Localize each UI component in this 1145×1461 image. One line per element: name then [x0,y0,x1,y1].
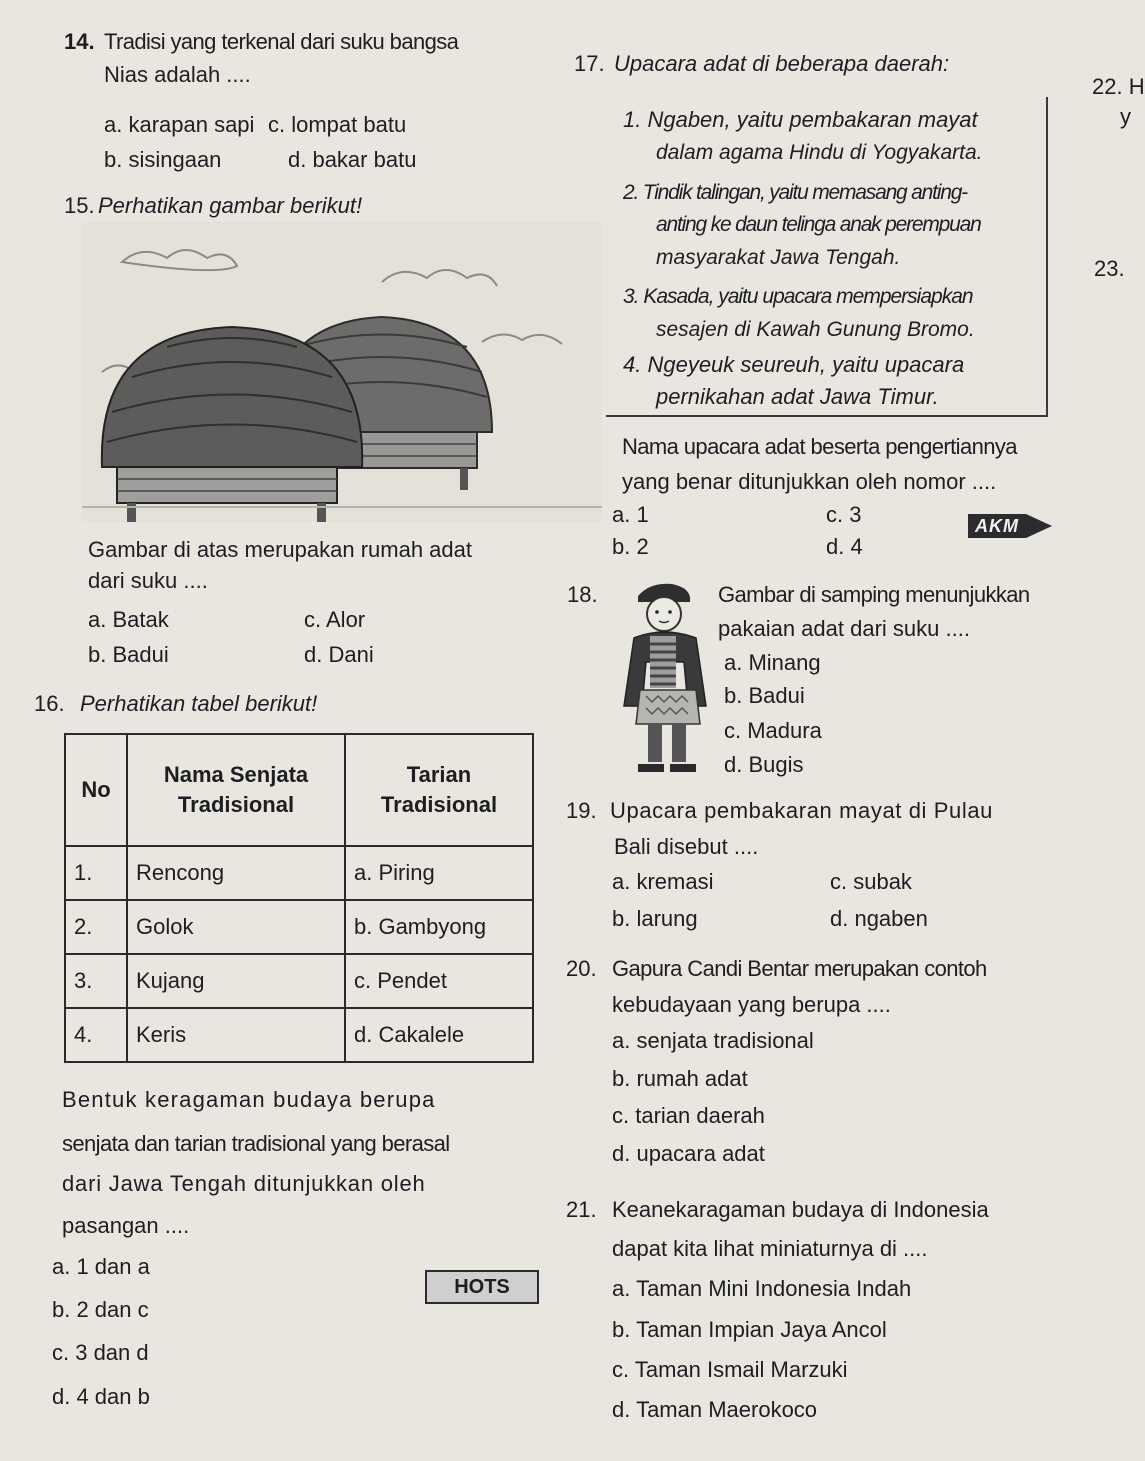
table-cell-dance: b. Gambyong [345,900,533,954]
q16-option-a: a. 1 dan a [52,1254,150,1279]
table-header-no: No [65,734,127,846]
q15-option-b: b. Badui [88,642,169,667]
q20-stem-line2: kebudayaan yang berupa .... [612,992,891,1017]
hots-badge: HOTS [425,1270,539,1304]
table-cell-no: 3. [65,954,127,1008]
q14-stem-line1: Tradisi yang terkenal dari suku bangsa [104,29,459,54]
q20-option-d: d. upacara adat [612,1141,765,1166]
table-cell-no: 1. [65,846,127,900]
q17-option-d: d. 4 [826,534,863,559]
table-cell-weapon: Kujang [127,954,345,1008]
q19-option-d: d. ngaben [830,906,928,931]
table-cell-weapon: Rencong [127,846,345,900]
q18-option-d: d. Bugis [724,752,804,777]
table-cell-no: 4. [65,1008,127,1062]
q17-item-1-line2: dalam agama Hindu di Yogyakarta. [656,141,983,164]
q18-option-a: a. Minang [724,650,821,675]
q17-item-2-line3: masyarakat Jawa Tengah. [656,246,901,269]
table-row [65,846,533,900]
q14-option-c: c. lompat batu [268,112,407,137]
q20-option-c: c. tarian daerah [612,1103,765,1128]
q19-option-a: a. kremasi [612,869,714,894]
traditional-costume-illustration [620,578,720,778]
table-header-row [65,734,533,846]
table-cell-dance: d. Cakalele [345,1008,533,1062]
table-row [65,900,533,954]
q19-option-b: b. larung [612,906,698,931]
q17-item-1-line1: 1. Ngaben, yaitu pembakaran mayat [623,107,978,132]
q17-option-b: b. 2 [612,534,649,559]
q21-option-a: a. Taman Mini Indonesia Indah [612,1276,912,1301]
q20-option-a: a. senjata tradisional [612,1028,814,1053]
q17-title: Upacara adat di beberapa daerah: [614,51,950,76]
q16-stem-line2: senjata dan tarian tradisional yang berasal [62,1131,450,1156]
q16-stem-line3: dari Jawa Tengah ditunjukkan oleh [62,1171,426,1196]
table-header-dance: Tarian Tradisional [345,734,533,846]
q16-number: 16. [34,691,65,716]
q23-number-fragment: 23. [1094,256,1125,281]
table-cell-dance: c. Pendet [345,954,533,1008]
table-row [65,1008,533,1062]
q19-number: 19. [566,798,597,823]
q19-stem-line1: Upacara pembakaran mayat di Pulau [610,798,994,823]
q18-option-b: b. Badui [724,683,805,708]
q16-option-d: d. 4 dan b [52,1384,150,1409]
q14-option-a: a. karapan sapi [104,112,255,137]
q21-stem-line1: Keanekaragaman budaya di Indonesia [612,1197,989,1222]
table-cell-dance: a. Piring [345,846,533,900]
q17-number: 17. [574,51,605,76]
q20-stem-line1: Gapura Candi Bentar merupakan contoh [612,956,987,981]
margin-text-fragment: y [1120,104,1131,129]
q16-stem-line4: pasangan .... [62,1213,190,1238]
q21-stem-line2: dapat kita lihat miniaturnya di .... [612,1236,928,1261]
weapon-dance-table [64,733,534,1063]
akm-badge: AKM [968,514,1026,538]
q21-number: 21. [566,1197,597,1222]
table-cell-weapon: Keris [127,1008,345,1062]
q15-option-d: d. Dani [304,642,374,667]
table-header-weapon: Nama Senjata Tradisional [127,734,345,846]
q21-option-b: b. Taman Impian Jaya Ancol [612,1317,887,1342]
q20-number: 20. [566,956,597,981]
q20-option-b: b. rumah adat [612,1066,748,1091]
q17-option-a: a. 1 [612,502,649,527]
q14-number: 14. [64,29,95,54]
table-cell-weapon: Golok [127,900,345,954]
q17-stem-line1: Nama upacara adat beserta pengertiannya [622,434,1017,459]
q16-prompt: Perhatikan tabel berikut! [80,691,318,716]
q17-item-3-line1: 3. Kasada, yaitu upacara mempersiapkan [623,285,973,308]
q21-option-c: c. Taman Ismail Marzuki [612,1357,848,1382]
q15-prompt: Perhatikan gambar berikut! [98,193,363,218]
q15-option-a: a. Batak [88,607,169,632]
table-row [65,954,533,1008]
q17-item-2-line1: 2. Tindik talingan, yaitu memasang anting- [623,181,967,204]
q14-stem-line2: Nias adalah .... [104,62,251,87]
q22-number-fragment: 22. H [1092,74,1145,99]
q19-option-c: c. subak [830,869,912,894]
q17-item-3-line2: sesajen di Kawah Gunung Bromo. [656,318,975,341]
q15-stem-line1: Gambar di atas merupakan rumah adat [88,537,472,562]
q17-item-2-line2: anting ke daun telinga anak perempuan [656,213,981,236]
q16-option-c: c. 3 dan d [52,1340,149,1365]
q18-stem-line1: Gambar di samping menunjukkan [718,582,1030,607]
table-cell-no: 2. [65,900,127,954]
q17-item-4-line2: pernikahan adat Jawa Timur. [656,384,939,409]
q18-stem-line2: pakaian adat dari suku .... [718,616,970,641]
q17-stem-line2: yang benar ditunjukkan oleh nomor .... [622,469,997,494]
q21-option-d: d. Taman Maerokoco [612,1397,818,1422]
q15-option-c: c. Alor [304,607,366,632]
q15-stem-line2: dari suku .... [88,568,208,593]
q15-number: 15. [64,193,95,218]
q19-stem-line2: Bali disebut .... [614,834,759,859]
q14-option-d: d. bakar batu [288,147,417,172]
q17-item-4-line1: 4. Ngeyeuk seureuh, yaitu upacara [623,352,965,377]
q17-option-c: c. 3 [826,502,862,527]
q14-option-b: b. sisingaan [104,147,222,172]
traditional-house-illustration [82,222,602,522]
q18-option-c: c. Madura [724,718,822,743]
akm-badge-arrow-icon [1026,514,1052,538]
q16-stem-line1: Bentuk keragaman budaya berupa [62,1087,436,1112]
q16-option-b: b. 2 dan c [52,1297,149,1322]
q18-number: 18. [567,582,598,607]
